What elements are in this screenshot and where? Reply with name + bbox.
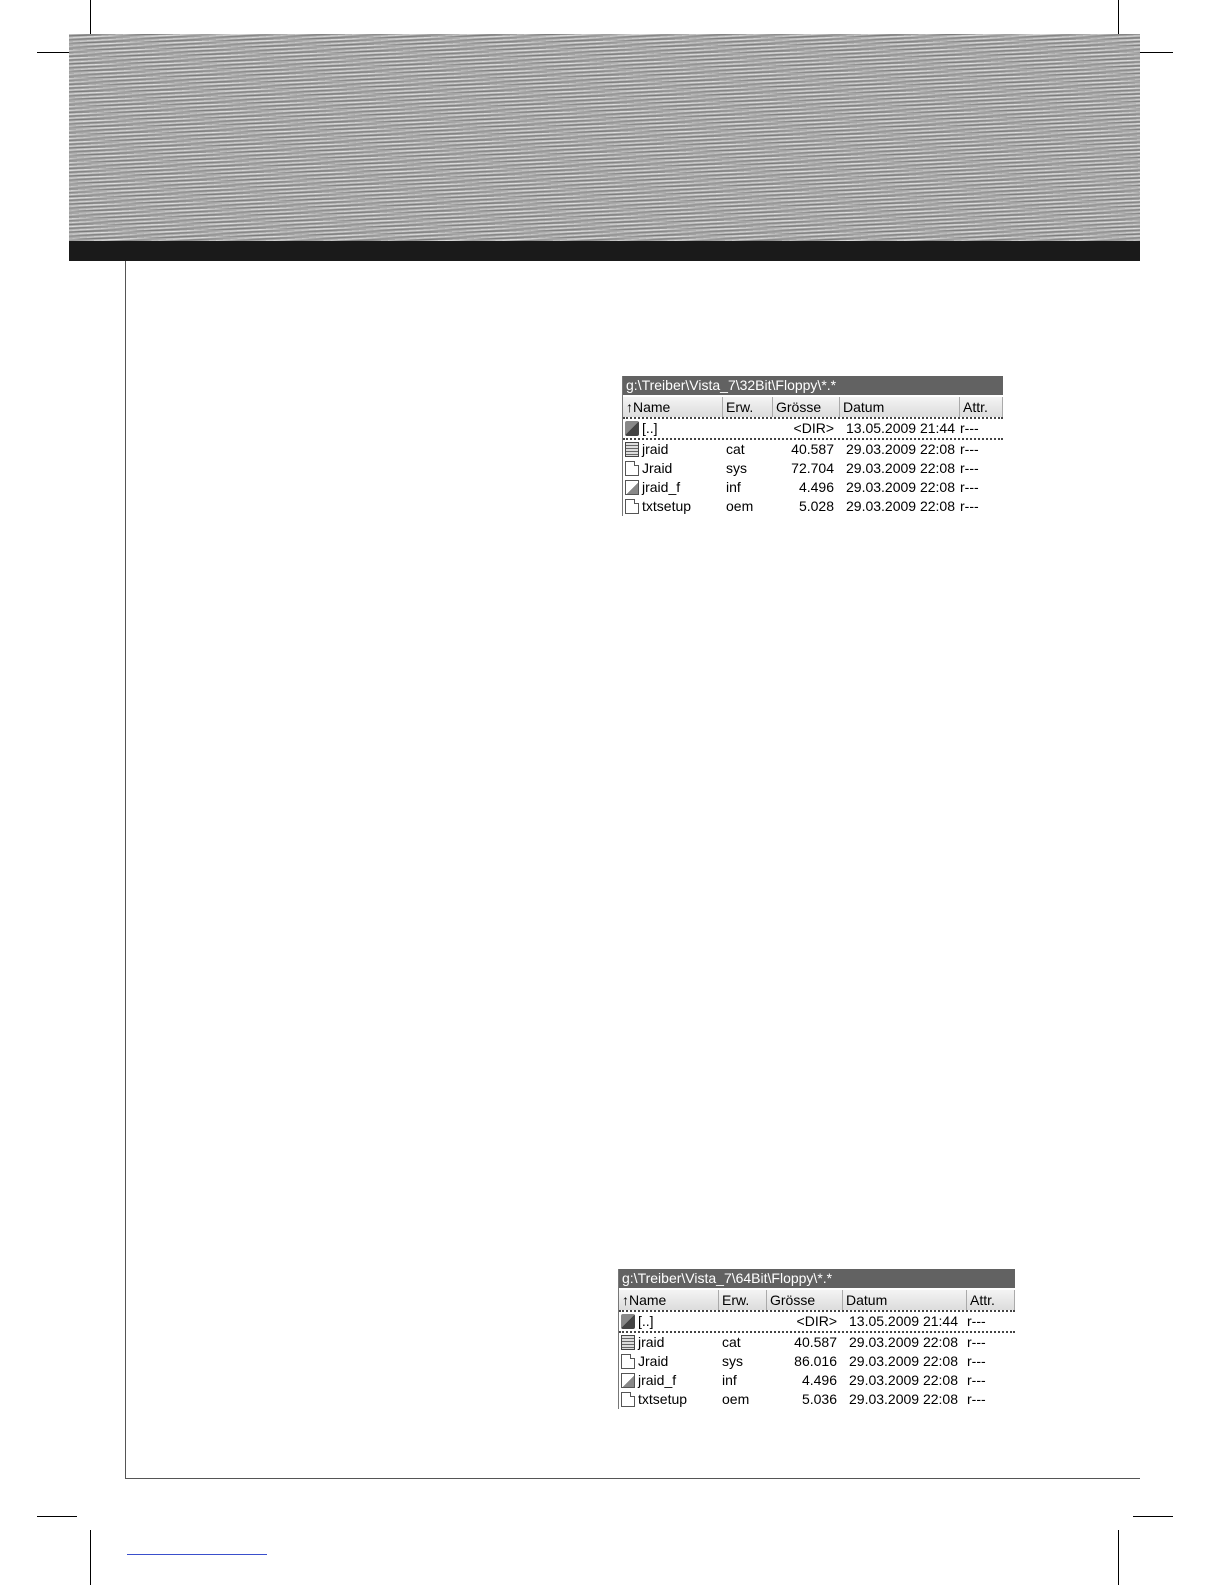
file-date: 29.03.2009 22:08 — [846, 479, 955, 495]
crop-mark — [37, 1516, 77, 1517]
column-date[interactable]: Datum — [843, 1290, 967, 1310]
column-size[interactable]: Grösse — [773, 397, 840, 417]
file-ext: inf — [726, 479, 741, 495]
crop-mark — [1118, 1530, 1119, 1585]
setup-info-icon — [625, 480, 639, 495]
file-attr: r--- — [960, 498, 979, 514]
file-panel-64bit — [618, 1269, 1015, 1409]
column-ext[interactable]: Erw. — [723, 397, 773, 417]
file-attr: r--- — [967, 1334, 986, 1350]
file-attr: r--- — [967, 1313, 986, 1329]
catalog-file-icon — [625, 442, 639, 457]
file-name: txtsetup — [638, 1391, 688, 1407]
column-name[interactable]: ↑Name — [623, 397, 723, 417]
file-name: [..] — [642, 420, 658, 436]
file-row[interactable] — [623, 478, 1003, 497]
page-margin-line — [125, 261, 126, 1479]
file-name: jraid — [642, 441, 669, 457]
column-header — [619, 1290, 1015, 1312]
file-size: <DIR> — [793, 420, 834, 436]
file-row[interactable] — [619, 1371, 1015, 1390]
file-attr: r--- — [967, 1372, 986, 1388]
document-icon — [621, 1392, 635, 1407]
column-name[interactable]: ↑Name — [619, 1290, 719, 1310]
file-name: Jraid — [638, 1353, 669, 1369]
column-date[interactable]: Datum — [840, 397, 960, 417]
file-name: Jraid — [642, 460, 673, 476]
file-date: 29.03.2009 22:08 — [846, 460, 955, 476]
file-attr: r--- — [960, 441, 979, 457]
crop-mark — [1133, 1516, 1173, 1517]
file-attr: r--- — [960, 460, 979, 476]
document-icon — [621, 1354, 635, 1369]
file-row[interactable] — [619, 1390, 1015, 1409]
file-attr: r--- — [967, 1353, 986, 1369]
file-name: [..] — [638, 1313, 654, 1329]
column-header — [623, 397, 1003, 419]
file-date: 29.03.2009 22:08 — [846, 441, 955, 457]
file-size: 4.496 — [798, 479, 834, 495]
crop-mark — [90, 1530, 91, 1585]
up-folder-icon — [625, 421, 639, 436]
file-size: 40.587 — [794, 1334, 837, 1350]
catalog-file-icon — [621, 1335, 635, 1350]
column-attr[interactable]: Attr. — [967, 1290, 1015, 1310]
file-date: 29.03.2009 22:08 — [849, 1372, 958, 1388]
file-row[interactable] — [623, 459, 1003, 478]
footer-underline — [127, 1554, 267, 1555]
file-name: jraid_f — [642, 479, 681, 495]
file-attr: r--- — [960, 420, 979, 436]
file-row[interactable] — [623, 440, 1003, 459]
column-size[interactable]: Grösse — [767, 1290, 843, 1310]
file-row[interactable] — [619, 1352, 1015, 1371]
up-folder-icon — [621, 1314, 635, 1329]
file-date: 13.05.2009 21:44 — [846, 420, 955, 436]
setup-info-icon — [621, 1373, 635, 1388]
file-ext: cat — [722, 1334, 741, 1350]
file-ext: sys — [726, 460, 747, 476]
file-size: 5.028 — [798, 498, 834, 514]
header-bar — [69, 241, 1140, 261]
file-ext: oem — [722, 1391, 750, 1407]
file-name: jraid_f — [638, 1372, 677, 1388]
file-panel-32bit — [622, 376, 1003, 516]
file-size: 4.496 — [801, 1372, 837, 1388]
file-ext: cat — [726, 441, 745, 457]
page-bottom-line — [125, 1478, 1140, 1479]
file-date: 13.05.2009 21:44 — [849, 1313, 958, 1329]
column-attr[interactable]: Attr. — [960, 397, 1003, 417]
file-attr: r--- — [967, 1391, 986, 1407]
file-ext — [723, 419, 773, 438]
column-ext[interactable]: Erw. — [719, 1290, 767, 1310]
file-date: 29.03.2009 22:08 — [849, 1353, 958, 1369]
file-size: 72.704 — [791, 460, 834, 476]
path-bar: g:\Treiber\Vista_7\64Bit\Floppy\*.* — [619, 1269, 1015, 1288]
document-icon — [625, 461, 639, 476]
file-name: txtsetup — [642, 498, 692, 514]
file-size: 40.587 — [791, 441, 834, 457]
file-attr: r--- — [960, 479, 979, 495]
file-name: jraid — [638, 1334, 665, 1350]
path-bar: g:\Treiber\Vista_7\32Bit\Floppy\*.* — [623, 376, 1003, 395]
file-row[interactable] — [623, 419, 1003, 440]
file-date: 29.03.2009 22:08 — [846, 498, 955, 514]
file-size: 5.036 — [801, 1391, 837, 1407]
file-ext — [719, 1312, 767, 1331]
file-size: 86.016 — [794, 1353, 837, 1369]
file-ext: oem — [726, 498, 754, 514]
header-banner — [69, 34, 1140, 241]
file-date: 29.03.2009 22:08 — [849, 1391, 958, 1407]
file-row[interactable] — [623, 497, 1003, 516]
file-row[interactable] — [619, 1312, 1015, 1333]
file-size: <DIR> — [796, 1313, 837, 1329]
file-row[interactable] — [619, 1333, 1015, 1352]
document-icon — [625, 499, 639, 514]
file-ext: inf — [722, 1372, 737, 1388]
file-ext: sys — [722, 1353, 743, 1369]
file-date: 29.03.2009 22:08 — [849, 1334, 958, 1350]
